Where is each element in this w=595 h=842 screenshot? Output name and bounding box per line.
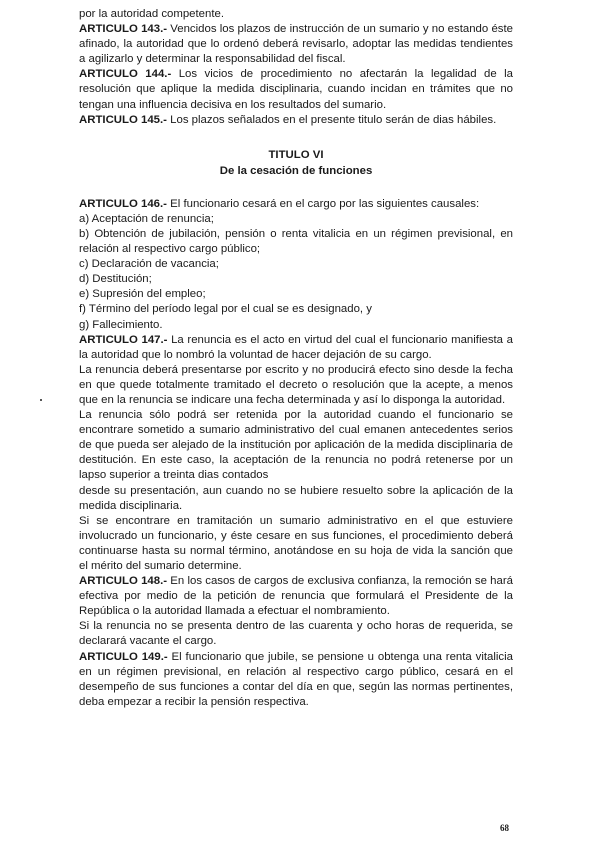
- list-item: b) Obtención de jubilación, pensión o renta vitalicia en un régimen previsional, en relación al respectivo cargo público;: [79, 227, 513, 256]
- article-149: [79, 650, 513, 710]
- article-147-heading: ARTICULO 147.-: [79, 333, 168, 346]
- article-147-paragraph: Si se encontrare en tramitación un sumario administrativo en el que estuviere involucrado un funcionario, y éste cesare en sus funciones, el procedimiento deberá continuarse hasta su normal término, anotándose en su hoja de vida la sanción que el mérito del sumario determine.: [79, 514, 513, 572]
- article-143: [79, 22, 513, 67]
- page-number: 68: [500, 823, 509, 833]
- article-149-text: El funcionario que jubile, se pensione u obtenga una renta vitalicia en un régimen previsional, en relación al respectivo cargo público, cesará en el desempeño de sus funciones a contar del día en que, según las normas pertinentes, deba empezar a recibir la pensión respectiva.: [79, 650, 513, 708]
- title-name: De la cesación de funciones: [219, 164, 373, 177]
- article-143-text: Vencidos los plazos de instrucción de un sumario y no estando éste afinado, la autoridad que lo ordenó deberá revisarlo, adoptar las medidas tendientes a agilizarlo y determinar la responsabilidad del fiscal.: [79, 23, 513, 66]
- article-146-heading: ARTICULO 146.-: [79, 197, 167, 210]
- article-148: [79, 574, 513, 619]
- article-147-paragraph: La renuncia deberá presentarse por escrito y no producirá efecto sino desde la fecha en que quede totalmente tramitado el decreto o resolución que la acepte, a menos que en la renuncia se indicare una fecha determinada y así lo disponga la autoridad.: [79, 363, 513, 406]
- article-145-text: Los plazos señalados en el presente titulo serán de dias hábiles.: [166, 113, 497, 126]
- list-item: d) Destitución;: [79, 273, 152, 286]
- list-item: g) Fallecimiento.: [79, 318, 163, 331]
- article-144-heading: ARTICULO 144.-: [79, 68, 172, 81]
- article-143-heading: ARTICULO 143.-: [79, 23, 168, 36]
- article-145: [79, 113, 513, 128]
- list-item: f) Término del período legal por el cual se es designado, y: [79, 303, 372, 316]
- article-148-heading: ARTICULO 148.-: [79, 575, 168, 588]
- article-147-paragraph: La renuncia sólo podrá ser retenida por la autoridad cuando el funcionario se encontrare sometido a sumario administrativo del cual emanen antecedentes serios de que pueda ser alejado de la institución por aplicación de la medida disciplinaria de destitución. En este caso, la aceptación de la renuncia no podrá retenerse por un lapso superior a treinta dias contados: [79, 409, 513, 482]
- paragraph-continuation: por la autoridad competente.: [79, 8, 225, 20]
- article-148-paragraph: Si la renuncia no se presenta dentro de las cuarenta y ocho horas de requerida, se declarará vacante el cargo.: [79, 620, 513, 648]
- article-147: [79, 333, 513, 363]
- title-heading: [79, 147, 513, 179]
- article-146-list: [79, 212, 513, 333]
- article-146-text: El funcionario cesará en el cargo por las siguientes causales:: [166, 197, 480, 210]
- list-item: e) Supresión del empleo;: [79, 288, 206, 301]
- document-body: [79, 7, 513, 710]
- margin-mark: [40, 399, 42, 401]
- title-number: TITULO VI: [268, 148, 324, 161]
- article-146: [79, 197, 513, 212]
- article-144: [79, 67, 513, 112]
- list-item: c) Declaración de vacancia;: [79, 258, 219, 271]
- article-149-heading: ARTICULO 149.-: [79, 650, 168, 663]
- article-148-text: En los casos de cargos de exclusiva confianza, la remoción se hará efectiva por medio de la petición de renuncia que formulará el Presidente de la República o la autoridad llamada a efectuar el nombramiento.: [79, 575, 513, 618]
- article-147-text: La renuncia es el acto en virtud del cual el funcionario manifiesta a la autoridad que lo nombró la voluntad de hacer dejación de su cargo.: [79, 333, 513, 361]
- list-item: a) Aceptación de renuncia;: [79, 212, 214, 225]
- article-147-paragraph: desde su presentación, aun cuando no se hubiere resuelto sobre la aplicación de la medida disciplinaria.: [79, 484, 513, 512]
- article-144-text: Los vicios de procedimiento no afectarán la legalidad de la resolución que aplique la medida disciplinaria, cuando incidan en trámites que no tengan una influencia decisiva en los resultados del sumario.: [79, 68, 513, 111]
- article-145-heading: ARTICULO 145.-: [79, 113, 167, 126]
